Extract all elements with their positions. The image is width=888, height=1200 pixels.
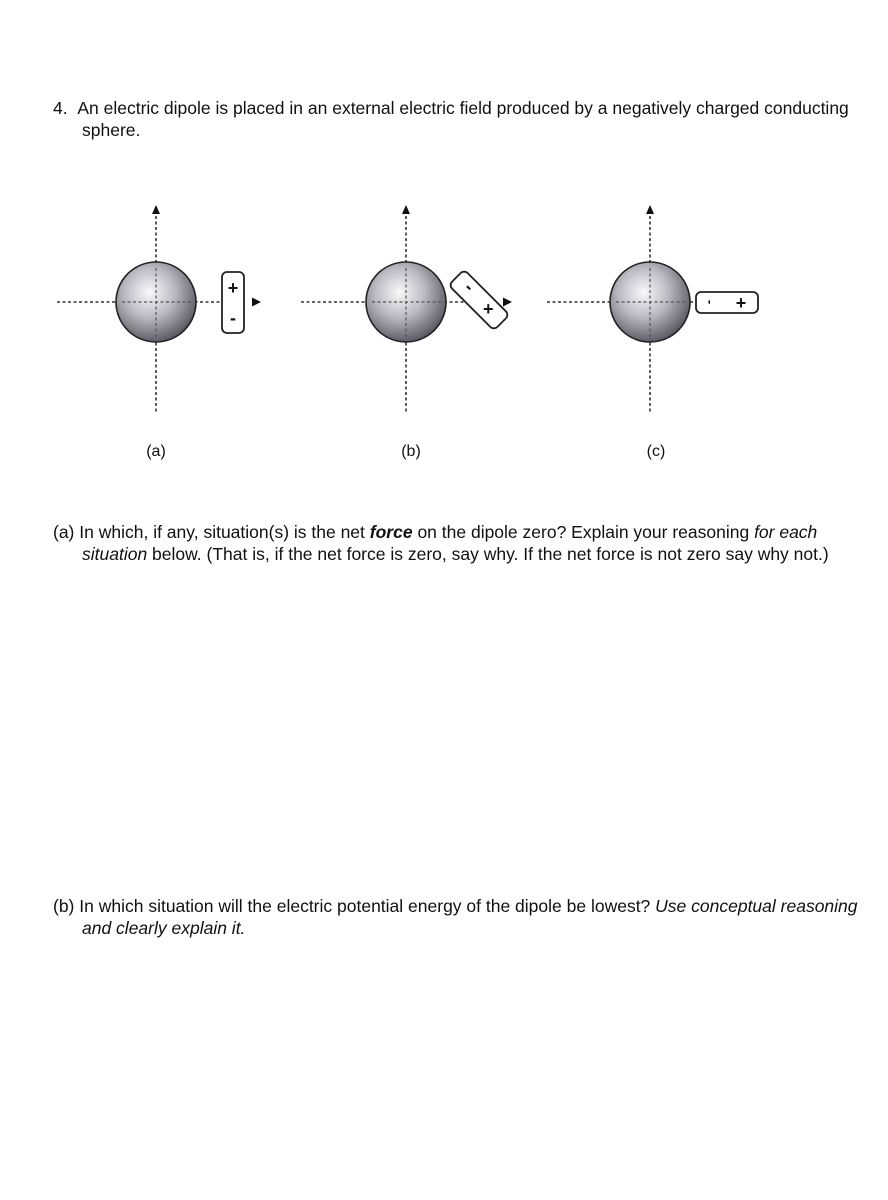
question-text: An electric dipole is placed in an external electric field produced by a negatively charged conducting sphere.: [77, 98, 849, 140]
question-4: [53, 97, 882, 141]
part-b-label: (b): [53, 896, 75, 916]
dipole-diagram: [0, 190, 888, 470]
part-b-italic: Use conceptual reasoning and clearly explain it.: [82, 896, 858, 938]
part-a-label: (a): [53, 522, 75, 542]
dipole-b-negative: -: [458, 279, 477, 298]
figure-b-label: (b): [401, 443, 421, 460]
dipole-c: [696, 292, 758, 313]
question-number: 4.: [53, 98, 68, 118]
part-a-text-after: below. (That is, if the net force is zero, say why. If the net force is not zero say why not.): [147, 544, 829, 564]
part-b-question: [53, 895, 882, 939]
figure-a-label: (a): [146, 443, 166, 460]
dipole-a-negative: -: [230, 308, 236, 328]
part-b-text: In which situation will the electric potential energy of the dipole be lowest?: [79, 896, 656, 916]
part-a-italic: for each situation: [82, 522, 818, 564]
dipole-c-negative: -: [703, 299, 718, 305]
dipole-b-positive: +: [482, 299, 494, 320]
part-a-text-before: In which, if any, situation(s) is the net: [79, 522, 370, 542]
figure-a: [57, 205, 261, 460]
dipole-c-positive: +: [735, 293, 747, 313]
dipole-b: [449, 270, 510, 331]
figure-b: [301, 205, 512, 460]
figure-c-label: (c): [646, 443, 666, 460]
dipole-a: [222, 272, 244, 333]
part-a-emphasis: force: [369, 522, 413, 542]
part-a-text-middle: on the dipole zero? Explain your reasoning: [412, 522, 755, 542]
part-a-question: [53, 521, 882, 565]
dipole-a-positive: +: [227, 278, 239, 298]
figure-c: [547, 205, 758, 460]
